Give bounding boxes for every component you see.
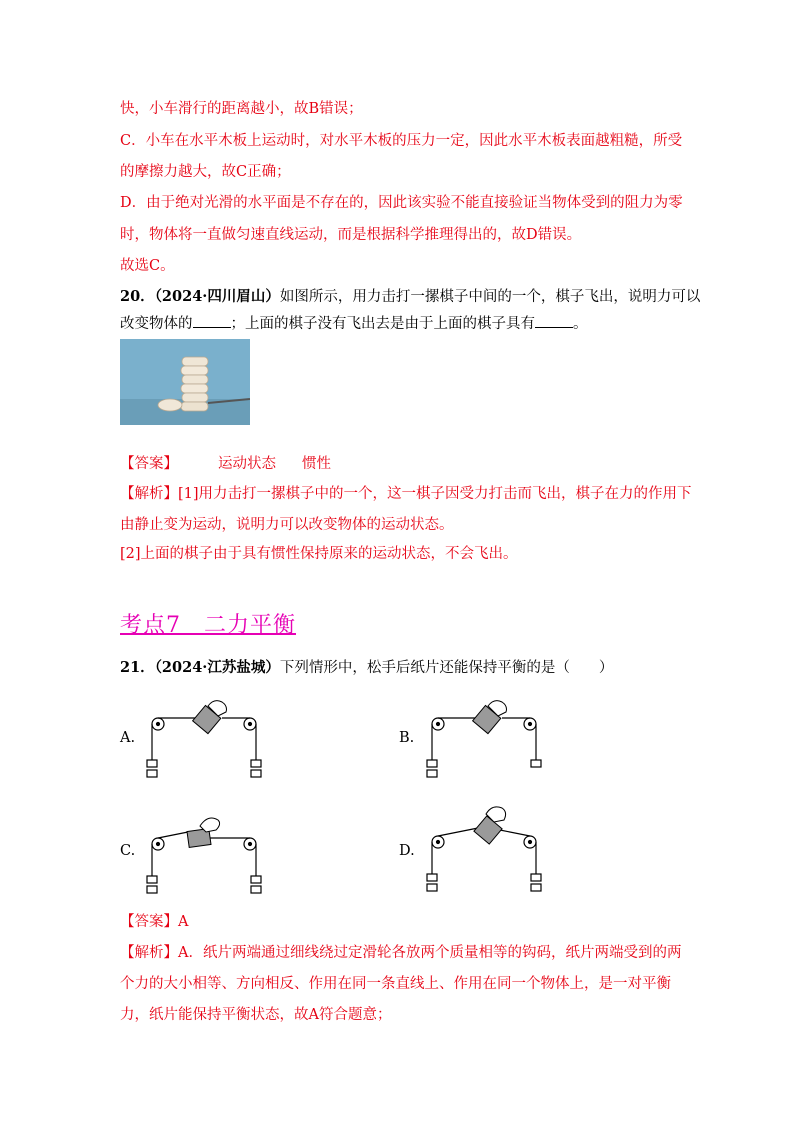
option-d-label: D. [399,843,415,859]
answer-value-1: 运动状态 [218,456,276,472]
question-text: ；上面的棋子没有飞出去是由于上面的棋子具有 [230,316,535,332]
option-a-label: A. [120,730,136,746]
option-d-figure [420,800,550,897]
question-number: 20． [120,288,155,305]
question-source: （2024·江苏盐城） [154,659,280,676]
question-number: 21． [120,659,155,676]
analysis-text: [1]用力击打一摞棋子中的一个，这一棋子因受力打击而飞出，棋子在力的作用下 [178,486,692,502]
option-a-figure [140,700,270,785]
analysis-label: 【解析】 [120,945,178,961]
question-source: （2024·四川眉山） [154,288,280,305]
analysis-20-line-1 [120,484,692,504]
answer-20 [120,454,331,474]
chess-stack-photo [120,339,250,425]
answer-blank-2[interactable] [535,313,573,328]
analysis-20-line-3: [2]上面的棋子由于具有惯性保持原来的运动状态，不会飞出。 [120,546,518,562]
question-text: 如图所示，用力击打一摞棋子中间的一个，棋子飞出，说明力可以 [279,289,701,305]
question-20-line-2 [120,313,588,334]
analysis-21-line-3: 力，纸片能保持平衡状态，故A符合题意； [120,1007,392,1023]
analysis-20-line-2: 由静止变为运动，说明力可以改变物体的运动状态。 [120,517,454,533]
analysis-21-line-2: 个力的大小相等、方向相反、作用在同一条直线上、作用在同一个物体上，是一对平衡 [120,976,671,992]
question-text: 。 [573,316,588,332]
solution-line-5: 时，物体将一直做匀速直线运动，而是根据科学推理得出的，故D错误。 [120,227,582,243]
answer-21 [120,912,188,932]
answer-value: A [178,914,189,930]
answer-label: 【答案】 [120,456,178,472]
solution-line-1: 快，小车滑行的距离越小，故B错误； [120,101,363,117]
question-text: 下列情形中，松手后纸片还能保持平衡的是（ ） [279,660,614,676]
analysis-label: 【解析】 [120,486,178,502]
option-c-label: C. [120,843,136,859]
answer-value-2: 惯性 [302,456,331,472]
solution-line-4: D．由于绝对光滑的水平面是不存在的，因此该实验不能直接验证当物体受到的阻力为零 [120,195,683,211]
solution-line-6: 故选C。 [120,258,175,274]
solution-line-2: C．小车在水平木板上运动时，对水平木板的压力一定，因此水平木板表面越粗糙，所受 [120,133,683,149]
solution-line-3: 的摩擦力越大，故C正确； [120,164,291,180]
question-text: 改变物体的 [120,316,193,332]
analysis-text: A．纸片两端通过细线绕过定滑轮各放两个质量相等的钩码，纸片两端受到的两 [178,945,682,961]
answer-label: 【答案】 [120,914,178,930]
analysis-21-line-1 [120,943,681,963]
option-c-figure [140,812,270,897]
section-heading: 考点7 二力平衡 [120,613,296,638]
option-b-figure [420,700,550,785]
question-20-line-1 [120,287,700,307]
option-b-label: B. [399,730,415,746]
question-21-line [120,658,613,678]
answer-blank-1[interactable] [193,313,231,328]
